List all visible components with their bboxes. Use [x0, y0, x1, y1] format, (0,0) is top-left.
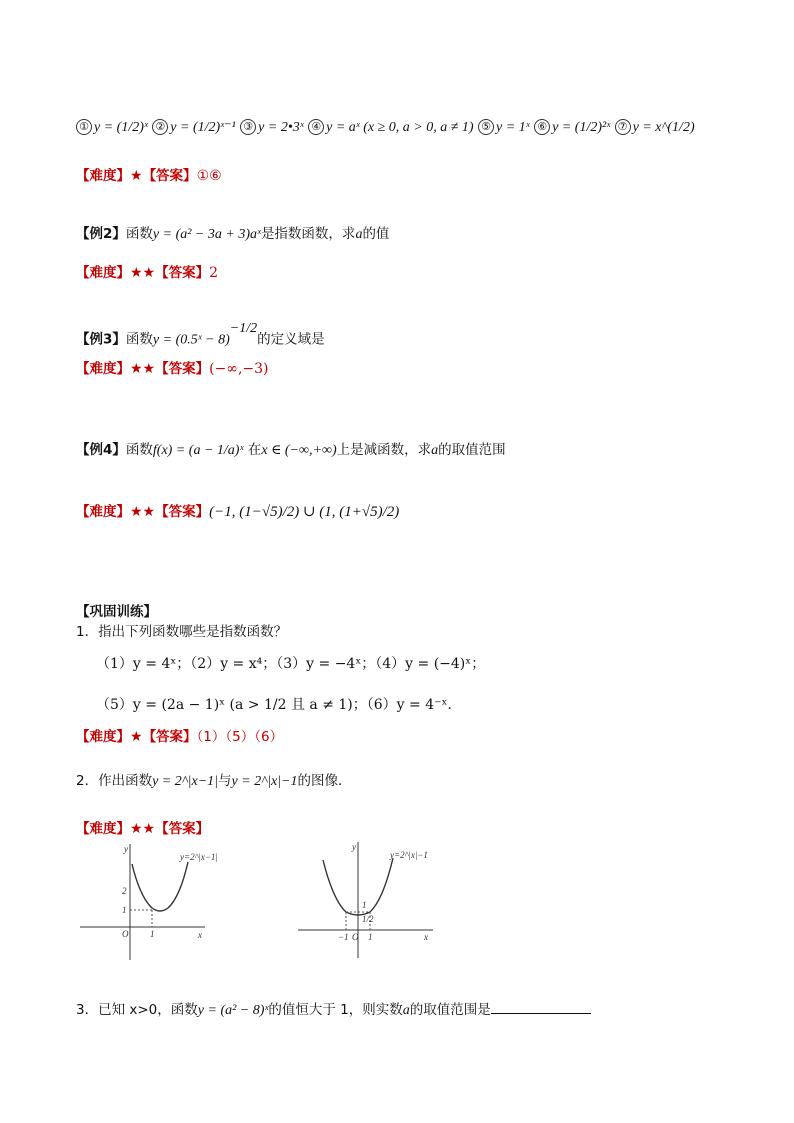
variable: a: [402, 1003, 410, 1018]
example-tag: 【例3】: [76, 331, 126, 348]
circled-number: ①: [76, 119, 92, 135]
answer-label: 【答案】: [142, 729, 197, 745]
formula: y = (a² − 3a + 3)aˣ: [152, 227, 261, 242]
function-5: y = 1ˣ: [496, 120, 530, 135]
difficulty-label: 【难度】: [76, 504, 130, 520]
circled-number: ⑦: [615, 119, 631, 135]
formula-1: y = 2^|x−1|: [152, 774, 219, 789]
example-tag: 【例4】: [76, 442, 126, 458]
circled-number: ⑥: [534, 119, 550, 135]
difficulty-label: 【难度】: [76, 361, 130, 377]
answer-value: （1）（5）（6）: [196, 729, 284, 745]
question-text: 是指数函数，求: [260, 226, 356, 242]
question-text: 的图像．: [297, 773, 352, 789]
answer-label: 【答案】: [155, 265, 210, 281]
function-7: y = x^(1/2): [632, 120, 695, 135]
difficulty-stars: ★: [130, 729, 143, 745]
function-3: y = 2•3ˣ: [258, 120, 304, 135]
curve-label: y=2^|x−1|: [180, 852, 218, 862]
difficulty-stars: ★★: [130, 265, 156, 281]
difficulty-label: 【难度】: [76, 729, 130, 745]
example-2-question: [76, 224, 389, 245]
tick-x-1: 1: [150, 929, 155, 939]
function-6: y = (1/2)²ˣ: [552, 120, 611, 135]
question-text: 在: [247, 442, 262, 458]
formula: y = (a² − 8)ˣ: [197, 1003, 269, 1018]
answer-label: 【答案】: [155, 504, 210, 520]
tick-y-1: 1: [122, 905, 127, 915]
q1-answer-line: [76, 166, 222, 186]
answer-label: 【答案】: [155, 821, 210, 837]
question-text: 函数: [125, 226, 153, 242]
question-text: 函数: [125, 442, 153, 458]
q1-function-list: [76, 117, 695, 138]
answer-label: 【答案】: [142, 168, 197, 184]
axis-label-y: y: [352, 842, 356, 852]
practice-title: 【巩固训练】: [76, 604, 157, 620]
question-text: 的定义域是: [257, 331, 325, 348]
axis-label-x: x: [198, 930, 202, 940]
answer-value: ①⑥: [196, 168, 222, 184]
axis-label-y: y: [124, 844, 128, 854]
difficulty-stars: ★★: [130, 361, 156, 377]
answer-blank[interactable]: [491, 999, 591, 1014]
tick-y-half: 1/2: [362, 914, 374, 924]
tick-y-1: 1: [362, 900, 367, 910]
axis-label-x: x: [424, 932, 428, 942]
formula: y = (0.5ˣ − 8): [152, 332, 230, 348]
tick-origin: O: [122, 929, 129, 939]
question-text: 3．已知 x>0，函数: [76, 1002, 198, 1018]
curve-label: y=2^|x|−1: [390, 850, 428, 860]
example-4-question: [76, 440, 506, 461]
difficulty-stars: ★★: [130, 504, 156, 520]
graph-1: [80, 842, 218, 962]
difficulty-label: 【难度】: [76, 168, 130, 184]
tick-x-neg1: −1: [338, 932, 349, 942]
question-text: 与: [218, 773, 232, 789]
tick-origin: O: [352, 932, 359, 942]
function-1: y = (1/2)ˣ: [94, 120, 148, 135]
difficulty-stars: ★★: [130, 821, 156, 837]
circled-number: ③: [240, 119, 256, 135]
circled-number: ②: [152, 119, 168, 135]
question-text: 2．作出函数: [76, 773, 153, 789]
function-2: y = (1/2)ˣ⁻¹: [170, 120, 236, 135]
answer-value: 2: [209, 265, 219, 281]
practice-1-row-2: （5）y = (2a − 1)ˣ (a > 1/2 且 a ≠ 1)；（6）y = 4⁻ˣ．: [96, 697, 462, 713]
answer-label: 【答案】: [155, 361, 210, 377]
practice-1-row-1: （1）y = 4ˣ；（2）y = x⁴；（3）y = −4ˣ；（4）y = (−4)ˣ；: [96, 656, 486, 672]
tick-y-2: 2: [122, 886, 127, 896]
example-2-answer-line: [76, 263, 218, 283]
practice-1-answer-line: [76, 727, 283, 747]
question-text: 的取值范围: [438, 442, 506, 458]
practice-3-question: [76, 999, 591, 1021]
question-text: 上是减函数，求: [336, 442, 432, 458]
question-text: 的值恒大于 1，则实数: [268, 1002, 403, 1018]
question-text: 函数: [125, 331, 153, 348]
formula-2: y = 2^|x|−1: [231, 774, 298, 789]
graph-2: [298, 840, 438, 962]
tick-x-1: 1: [368, 932, 373, 942]
answer-value: (−∞,−3): [209, 361, 269, 377]
circled-number: ④: [308, 119, 324, 135]
difficulty-stars: ★: [130, 168, 143, 184]
formula: f(x) = (a − 1/a)ˣ: [152, 443, 244, 458]
practice-2-question: [76, 771, 351, 792]
question-text: 的值: [362, 226, 390, 242]
function-4: y = aˣ (x ≥ 0, a > 0, a ≠ 1): [326, 120, 474, 135]
example-tag: 【例2】: [76, 226, 126, 242]
example-4-answer-line: [76, 502, 399, 522]
question-text: 的取值范围是: [409, 1002, 491, 1018]
formula-exponent: −1/2: [229, 321, 258, 336]
curve-1: [132, 862, 188, 911]
example-3-question: [76, 321, 325, 351]
variable: a: [355, 227, 363, 242]
difficulty-label: 【难度】: [76, 821, 130, 837]
practice-2-answer-line: [76, 819, 209, 839]
domain: x ∈ (−∞,+∞): [261, 443, 337, 458]
variable: a: [431, 443, 439, 458]
difficulty-label: 【难度】: [76, 265, 130, 281]
circled-number: ⑤: [478, 119, 494, 135]
practice-1-question: 1．指出下列函数哪些是指数函数？: [76, 624, 288, 640]
answer-value: (−1, (1−√5)/2) ∪ (1, (1+√5)/2): [209, 504, 400, 520]
example-3-answer-line: [76, 359, 269, 379]
